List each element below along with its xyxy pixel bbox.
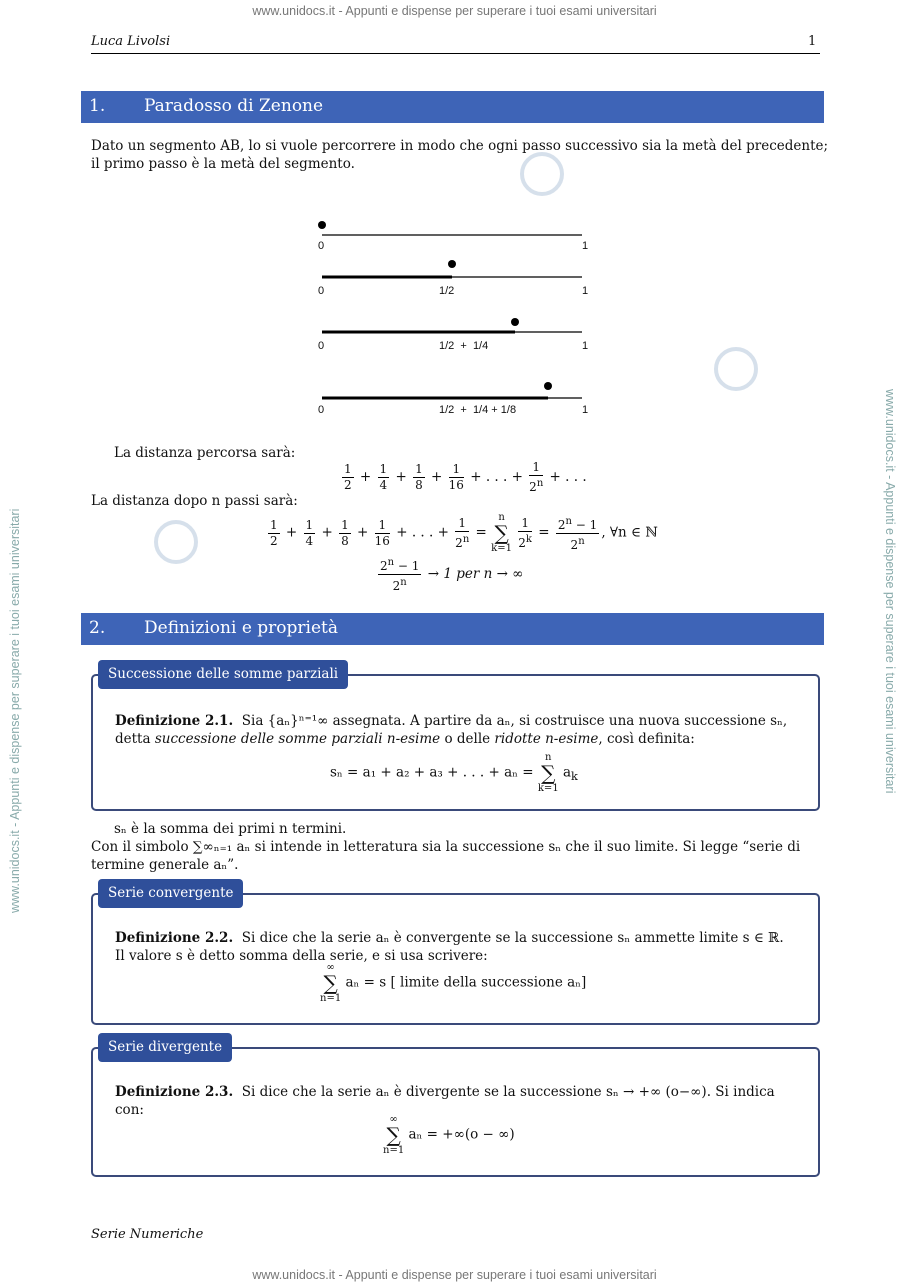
limit-formula: $\frac{2^n - 1}{2^n}$ → 1 per n → ∞ [380, 557, 524, 593]
box-2-tab: Serie convergente [98, 879, 243, 908]
definition-term: ridotte n-esime [494, 731, 599, 747]
definition-text: , così definita: [598, 731, 695, 747]
section-title: Paradosso di Zenone [144, 96, 324, 116]
definition-label: Definizione 2.3. [115, 1084, 234, 1100]
footer-title: Serie Numeriche [91, 1227, 204, 1242]
watermark-bottom: www.unidocs.it - Appunti e dispense per superare i tuoi esami universitari [252, 1268, 657, 1282]
figure-label: 1 [582, 285, 589, 297]
partial-sum-definition-formula: sₙ = a₁ + a₂ + a₃ + . . . + aₙ = n ∑ k=1 $a_k$ [330, 752, 578, 794]
header-author: Luca Livolsi [91, 34, 171, 49]
figure-label: 1 [582, 404, 589, 416]
section-2-heading [81, 613, 824, 645]
box-1-tab: Successione delle somme parziali [98, 660, 348, 689]
definition-term: successione delle somme parziali n-esime [154, 731, 441, 747]
intro-line: il primo passo è la metà del segmento. [91, 156, 355, 172]
partial-sum-formula: $\frac{1}{2}$ + $\frac{1}{4}$ + $\frac{1}{8}$ + $\frac{1}{16}$ + . . . + $\frac{1}{2^n}$ = n ∑ k=1 $\frac{1}{2^k}$ = $\frac{2^n - 1}{2^n}$ , ∀n ∈ ℕ [270, 512, 658, 554]
figure-label: 0 [318, 340, 325, 352]
figure-row-1 [318, 221, 582, 235]
distance-label: La distanza percorsa sarà: [114, 445, 296, 461]
section-number: 1. [89, 96, 106, 116]
figure-label: 0 [318, 285, 325, 297]
definition-text: Si dice che la serie aₙ è convergente se la successione sₙ ammette limite s ∈ ℝ. [241, 930, 784, 946]
formula-text: aₙ = s [ limite della successione aₙ] [345, 974, 587, 991]
page-number: 1 [808, 34, 817, 49]
distance-n-label: La distanza dopo n passi sarà: [91, 493, 298, 509]
convergent-formula: ∞ ∑ n=1 aₙ = s [ limite della successione aₙ] [320, 962, 587, 1004]
definition-text: con: [115, 1102, 144, 1118]
unidocs-logo-icon [154, 520, 198, 564]
definition-2-1 [115, 712, 805, 748]
intro-paragraph [91, 137, 831, 173]
header-rule [91, 53, 820, 54]
section-title: Definizioni e proprietà [144, 618, 339, 638]
figure-row-2 [322, 260, 582, 277]
divergent-formula: ∞ ∑ n=1 aₙ = +∞(o − ∞) [383, 1114, 515, 1156]
text-line: sₙ è la somma dei primi n termini. [114, 821, 347, 837]
watermark-left: www.unidocs.it - Appunti e dispense per superare i tuoi esami universitari [8, 508, 22, 913]
box-3-tab: Serie divergente [98, 1033, 232, 1062]
definition-text: o delle [440, 731, 495, 747]
series-formula: $\frac{1}{2}$ + $\frac{1}{4}$ + $\frac{1}{8}$ + $\frac{1}{16}$ + . . . + $\frac{1}{2^n}$ + . . . [344, 460, 587, 494]
watermark-right: www.unidocs.it - Appunti e dispense per superare i tuoi esami universitari [883, 389, 897, 794]
zeno-figure [310, 215, 600, 420]
definition-label: Definizione 2.2. [115, 930, 234, 946]
figure-row-4 [322, 382, 582, 398]
definition-label: Definizione 2.1. [115, 713, 234, 729]
unidocs-logo-icon [714, 347, 758, 391]
definition-text: Si dice che la serie aₙ è divergente se la successione sₙ → +∞ (o−∞). Si indica [241, 1084, 775, 1100]
definition-text: Sia {aₙ}ⁿ⁼¹∞ assegnata. A partire da aₙ, si costruisce una nuova successione sₙ, [241, 713, 788, 729]
figure-label: 1 [582, 240, 589, 252]
figure-label: 0 [318, 240, 325, 252]
figure-label: 1 [582, 340, 589, 352]
text-line: termine generale aₙ”. [91, 857, 239, 873]
section-number: 2. [89, 618, 106, 638]
definition-2-2 [115, 929, 805, 965]
section-1-heading [81, 91, 824, 123]
forall-text: , ∀n ∈ ℕ [601, 524, 658, 541]
formula-text: aₙ = +∞(o − ∞) [408, 1126, 515, 1143]
definition-text: detta [115, 731, 155, 747]
figure-row-3 [322, 318, 582, 332]
definition-text: Il valore s è detto somma della serie, e si usa scrivere: [115, 948, 488, 964]
watermark-top: www.unidocs.it - Appunti e dispense per superare i tuoi esami universitari [252, 4, 657, 18]
intro-line: Dato un segmento AB, lo si vuole percorrere in modo che ogni passo successivo sia la metà del precedente; [91, 138, 829, 154]
figure-label: 1/2 [439, 285, 455, 297]
figure-label: 0 [318, 404, 325, 416]
formula-text: sₙ = a₁ + a₂ + a₃ + . . . + aₙ = [330, 764, 534, 781]
figure-label: 1/2 + 1/4 [439, 340, 489, 352]
limit-text: → 1 per n → ∞ [427, 566, 524, 582]
figure-label: 1/2 + 1/4 + 1/8 [439, 404, 517, 416]
text-line: Con il simbolo ∑∞ₙ₌₁ aₙ si intende in letteratura sia la successione sₙ che il suo limite. Si legge “serie di [91, 839, 801, 855]
